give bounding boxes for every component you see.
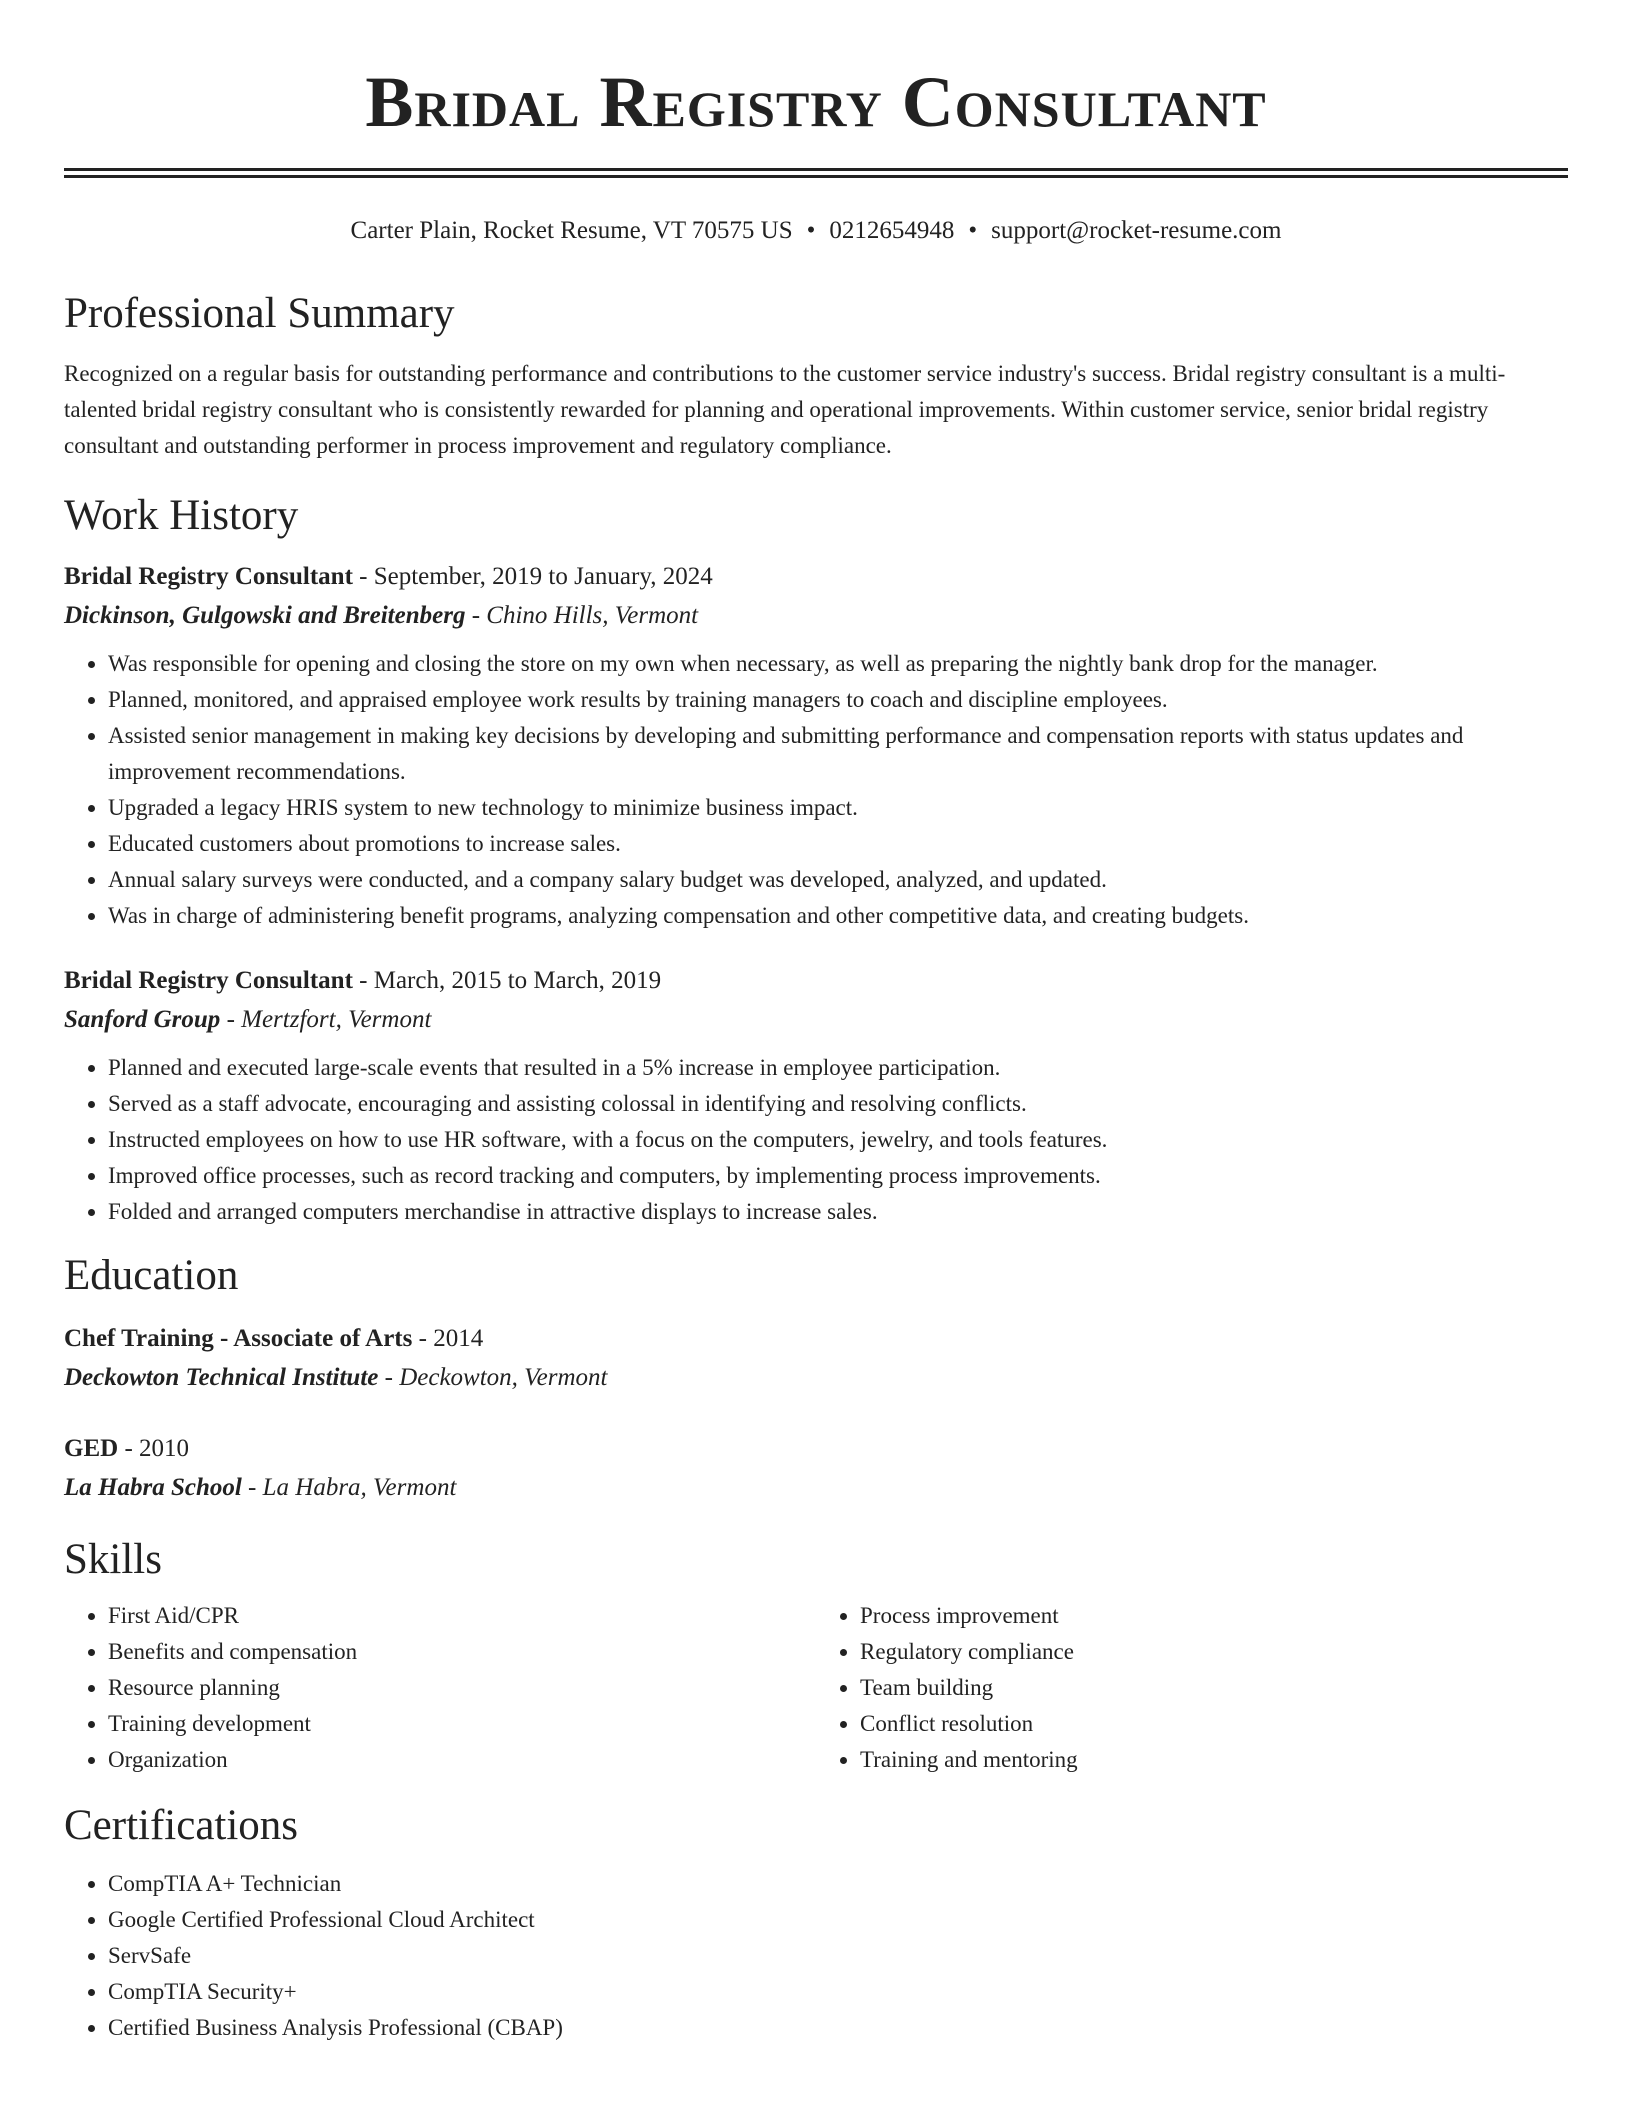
certifications-list <box>64 1866 1568 2046</box>
skill-item: • First Aid/CPR <box>108 1598 816 1634</box>
education-school-line <box>64 1358 1568 1398</box>
education-school-line <box>64 1468 1568 1508</box>
contact-separator: • <box>968 217 978 244</box>
job-dates: - September, 2019 to January, 2024 <box>352 563 713 590</box>
skill-item: • Process improvement <box>860 1598 1568 1634</box>
skill-item: • Organization <box>108 1742 816 1778</box>
education-heading: Education <box>64 1252 239 1299</box>
summary-section <box>64 288 1568 464</box>
education-school: Deckowton Technical Institute <box>64 1364 379 1391</box>
resume-title: Bridal Registry Consultant <box>365 62 1267 142</box>
education-year: - 2014 <box>412 1325 484 1352</box>
education-year: - 2010 <box>118 1435 190 1462</box>
education-location: - La Habra, Vermont <box>241 1474 457 1501</box>
skill-item: • Regulatory compliance <box>860 1634 1568 1670</box>
job-bullet: • Was responsible for opening and closing the store on my own when necessary, as well as preparing the nightly bank drop for the manager. <box>108 646 1568 682</box>
job-company-line <box>64 1000 1568 1040</box>
job-bullet: • Assisted senior management in making key decisions by developing and submitting performance and compensation reports with status updates and improvement recommendations. <box>108 718 1568 790</box>
education-degree: GED <box>64 1435 119 1462</box>
certification-item: • ServSafe <box>108 1938 1568 1974</box>
certification-item: • Google Certified Professional Cloud Architect <box>108 1902 1568 1938</box>
skill-item: • Resource planning <box>108 1670 816 1706</box>
job-company-line <box>64 596 1568 636</box>
education-section <box>64 1250 1568 1508</box>
skills-list-right <box>816 1598 1568 1778</box>
certification-item: • CompTIA A+ Technician <box>108 1866 1568 1902</box>
summary-text: Recognized on a regular basis for outstanding performance and contributions to the customer service industry's success. Bridal registry consultant is a multi-talented bridal registry consultant who is consistently rewarded for planning and operational improvements. Within customer service, senior bridal registry consultant and outstanding performer in process improvement and regulatory compliance. <box>64 361 1506 458</box>
work-history-heading: Work History <box>64 492 299 539</box>
job-title-line <box>64 558 1568 596</box>
job-bullet: • Planned and executed large-scale events that resulted in a 5% increase in employee participation. <box>108 1050 1568 1086</box>
title-double-rule <box>64 168 1568 178</box>
job-title: Bridal Registry Consultant <box>64 563 353 590</box>
job-dates: - March, 2015 to March, 2019 <box>352 967 662 994</box>
skill-item: • Conflict resolution <box>860 1706 1568 1742</box>
certifications-section <box>64 1800 1568 2046</box>
job-bullet: • Instructed employees on how to use HR software, with a focus on the computers, jewelry, and tools features. <box>108 1122 1568 1158</box>
skills-grid <box>64 1598 1568 1778</box>
job-title: Bridal Registry Consultant <box>64 967 353 994</box>
job-title-line <box>64 962 1568 1000</box>
job-bullet: • Educated customers about promotions to increase sales. <box>108 826 1568 862</box>
education-entry <box>64 1430 1568 1508</box>
job-bullet: • Improved office processes, such as record tracking and computers, by implementing process improvements. <box>108 1158 1568 1194</box>
skill-item: • Training and mentoring <box>860 1742 1568 1778</box>
education-location: - Deckowton, Vermont <box>378 1364 608 1391</box>
education-degree-line <box>64 1320 1568 1358</box>
certification-item: • Certified Business Analysis Professional (CBAP) <box>108 2010 1568 2046</box>
job-bullet: • Served as a staff advocate, encouraging and assisting colossal in identifying and resolving conflicts. <box>108 1086 1568 1122</box>
job-bullets <box>64 1050 1568 1230</box>
job-entry <box>64 558 1568 934</box>
job-bullet: • Folded and arranged computers merchandise in attractive displays to increase sales. <box>108 1194 1568 1230</box>
skills-section <box>64 1534 1568 1778</box>
job-bullet: • Was in charge of administering benefit programs, analyzing compensation and other competitive data, and creating budgets. <box>108 898 1568 934</box>
contact-line <box>64 214 1568 248</box>
skills-list-left <box>64 1598 816 1778</box>
job-bullets <box>64 646 1568 934</box>
summary-heading: Professional Summary <box>64 290 455 337</box>
contact-phone: 0212654948 <box>829 217 955 244</box>
contact-separator: • <box>806 217 816 244</box>
job-company: Sanford Group <box>64 1006 221 1033</box>
job-bullet: • Planned, monitored, and appraised employee work results by training managers to coach and discipline employees. <box>108 682 1568 718</box>
job-bullet: • Annual salary surveys were conducted, and a company salary budget was developed, analyzed, and updated. <box>108 862 1568 898</box>
job-bullet: • Upgraded a legacy HRIS system to new technology to minimize business impact. <box>108 790 1568 826</box>
job-location: - Chino Hills, Vermont <box>465 602 699 629</box>
education-degree: Chef Training - Associate of Arts <box>64 1325 413 1352</box>
education-degree-line <box>64 1430 1568 1468</box>
certifications-heading: Certifications <box>64 1802 299 1849</box>
job-location: - Mertzfort, Vermont <box>220 1006 432 1033</box>
contact-email: support@rocket-resume.com <box>991 217 1282 244</box>
skills-heading: Skills <box>64 1536 162 1583</box>
skill-item: • Team building <box>860 1670 1568 1706</box>
contact-address: Carter Plain, Rocket Resume, VT 70575 US <box>350 217 793 244</box>
work-history-section <box>64 490 1568 1230</box>
job-company: Dickinson, Gulgowski and Breitenberg <box>64 602 466 629</box>
certification-item: • CompTIA Security+ <box>108 1974 1568 2010</box>
skill-item: • Training development <box>108 1706 816 1742</box>
job-entry <box>64 962 1568 1230</box>
skill-item: • Benefits and compensation <box>108 1634 816 1670</box>
education-entry <box>64 1320 1568 1398</box>
education-school: La Habra School <box>64 1474 242 1501</box>
